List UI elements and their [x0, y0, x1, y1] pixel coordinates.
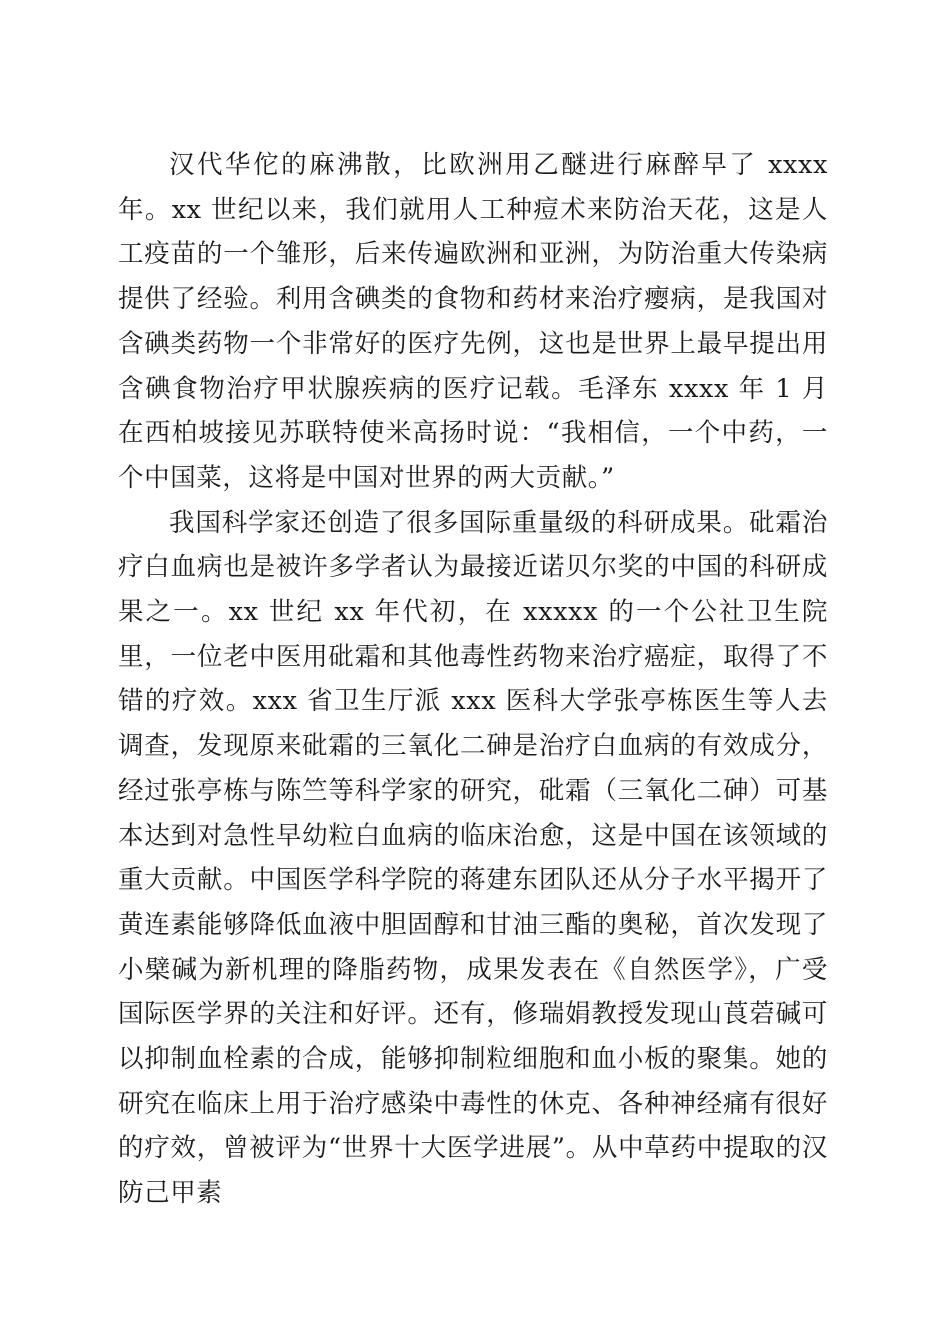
document-body	[118, 143, 828, 1216]
paragraph-1: 汉代华佗的麻沸散，比欧洲用乙醚进行麻醉早了 xxxx 年。xx 世纪以来，我们就用人工种痘术来防治天花，这是人工疫苗的一个雏形，后来传遍欧洲和亚洲，为防治重大传染病提供了经验。利用含碘类的食物和药材来治疗瘿病，是我国对含碘类药物一个非常好的医疗先例，这也是世界上最早提出用含碘食物治疗甲状腺疾病的医疗记载。毛泽东 xxxx 年 1 月在西柏坡接见苏联特使米高扬时说：“我相信，一个中药，一个中国菜，这将是中国对世界的两大贡献。”	[118, 150, 828, 493]
paragraph-2: 我国科学家还创造了很多国际重量级的科研成果。砒霜治疗白血病也是被许多学者认为最接近诺贝尔奖的中国的科研成果之一。xx 世纪 xx 年代初，在 xxxxx 的一个公社卫生院里，一位老中医用砒霜和其他毒性药物来治疗癌症，取得了不错的疗效。xxx 省卫生厅派 xxx 医科大学张亭栋医生等人去调查，发现原来砒霜的三氧化二砷是治疗白血病的有效成分，经过张亭栋与陈竺等科学家的研究，砒霜（三氧化二砷）可基本达到对急性早幼粒白血病的临床治愈，这是中国在该领域的重大贡献。中国医学科学院的蒋建东团队还从分子水平揭开了黄连素能够降低血液中胆固醇和甘油三酯的奥秘，首次发现了小檗碱为新机理的降脂药物，成果发表在《自然医学》，广受国际医学界的关注和好评。还有，修瑞娟教授发现山莨菪碱可以抑制血栓素的合成，能够抑制粒细胞和血小板的聚集。她的研究在临床上用于治疗感染中毒性的休克、各种神经痛有很好的疗效，曾被评为“世界十大医学进展”。从中草药中提取的汉防己甲素	[118, 507, 828, 1209]
